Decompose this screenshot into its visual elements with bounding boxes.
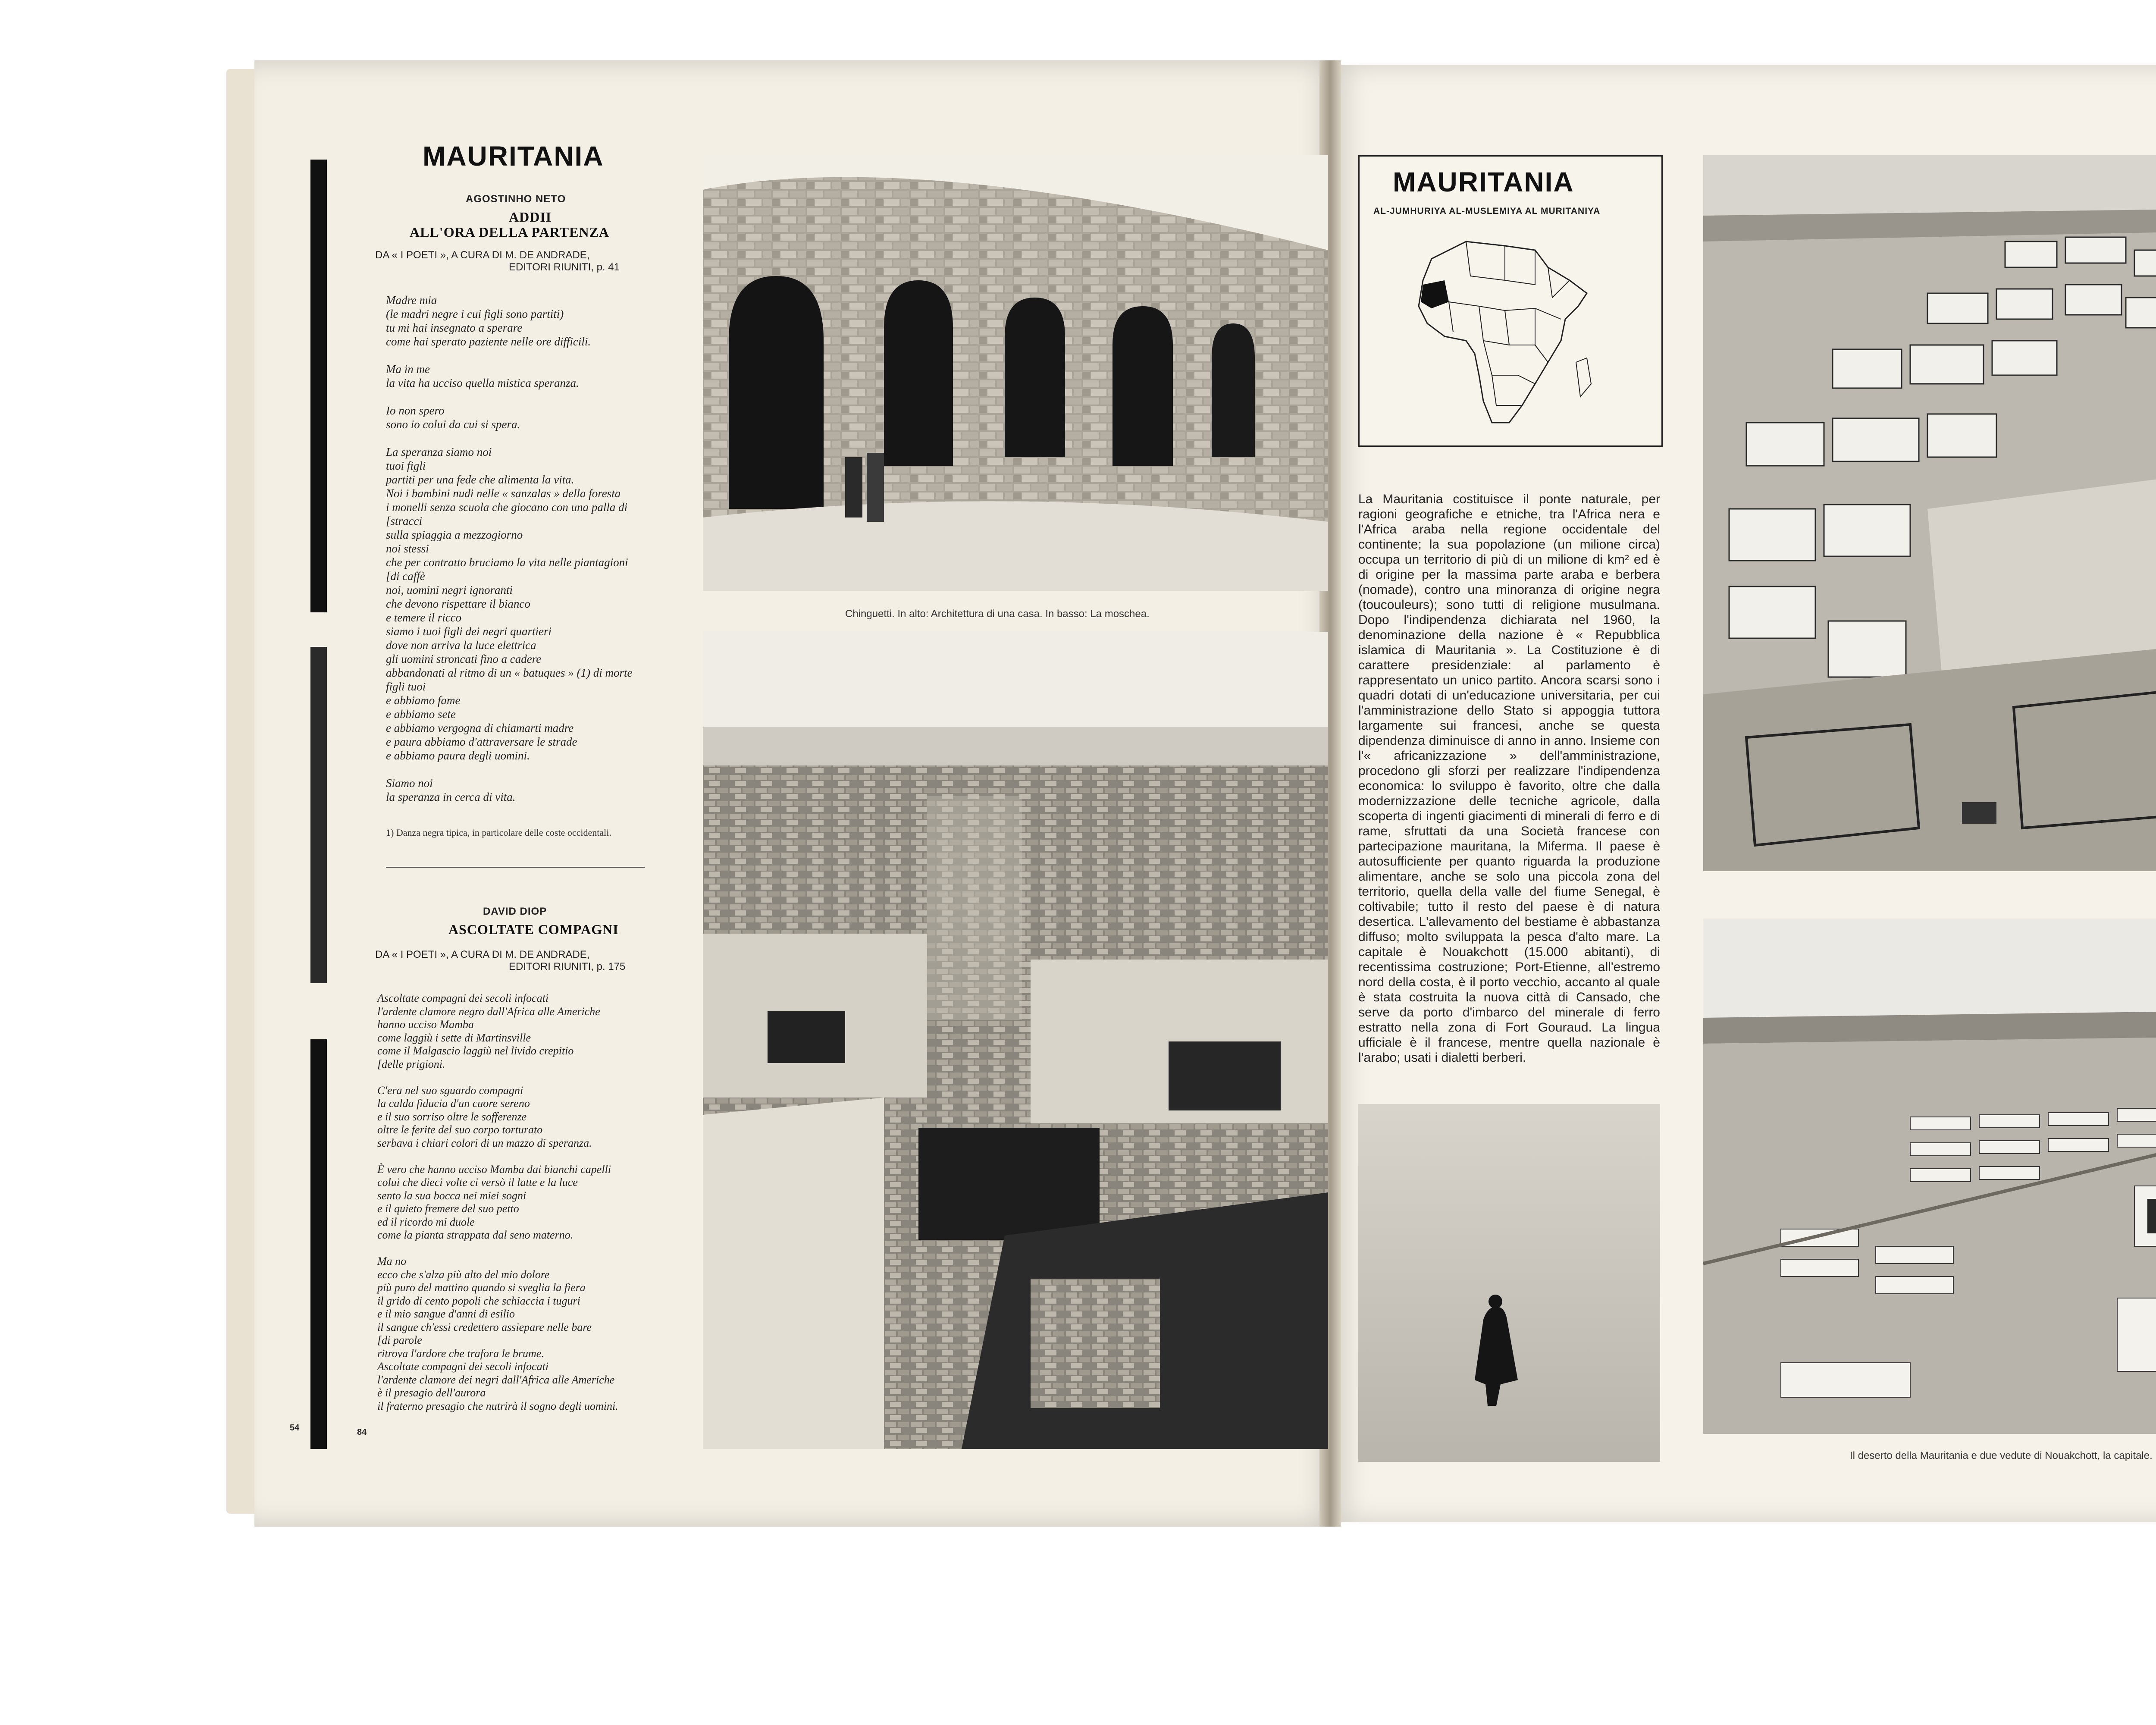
edge-strip-middle bbox=[310, 647, 327, 983]
right-page-title: MAURITANIA bbox=[1393, 166, 1574, 198]
photo-chinguetti-mosque bbox=[703, 632, 1328, 1449]
left-photo-caption: Chinguetti. In alto: Architettura di una casa. In basso: La moschea. bbox=[845, 608, 1150, 620]
poem1-author: AGOSTINHO NETO bbox=[466, 193, 566, 205]
poem2-source-line2: EDITORI RIUNITI, p. 175 bbox=[509, 961, 626, 972]
edge-page-number: 54 bbox=[290, 1423, 300, 1433]
poem2-title: ASCOLTATE COMPAGNI bbox=[448, 922, 619, 937]
left-page-title: MAURITANIA bbox=[423, 141, 604, 172]
poem1-text: Madre mia (le madri negre i cui figli sono partiti) tu mi hai insegnato a sperare come hai sperato paziente nelle ore difficili. Ma in me la vita ha ucciso quella mistica speranza. Io non spero sono io colui da cui si spera. La speranza siamo noi tuoi figli partiti per una fede che alimenta la vita. Noi i bambini nudi nelle « sanzalas » della foresta i monelli senza scuola che giocano con una palla di [stracci sulla spiaggia a mezzogiorno noi stessi che per contratto bruciamo la vita nelle piantagioni [di caffè noi, uomini negri ignoranti che devono rispettare il bianco e temere il ricco siamo i tuoi figli dei negri quartieri dove non arriva la luce elettrica gli uomini stroncati fino a cadere abbandonati al ritmo di un « batuques » (1) di morte figli tuoi e abbiamo fame e abbiamo sete e abbiamo vergogna di chiamarti madre e paura abbiamo d'attraversare le strade e abbiamo paura degli uomini. Siamo noi la speranza in cerca di vita. bbox=[386, 294, 633, 803]
edge-strip-top bbox=[310, 160, 327, 612]
poem1-title-line2: ALL'ORA DELLA PARTENZA bbox=[410, 224, 610, 240]
left-page-number: 84 bbox=[357, 1427, 367, 1437]
poem2-source-line1: DA « I POETI », A CURA DI M. DE ANDRADE, bbox=[375, 949, 590, 960]
africa-map bbox=[1406, 233, 1621, 431]
photo-chinguetti-house bbox=[703, 155, 1328, 591]
right-page-subtitle: AL-JUMHURIYA AL-MUSLEMIYA AL MURITANIYA bbox=[1373, 206, 1601, 216]
poem1-source-line2: EDITORI RIUNITI, p. 41 bbox=[509, 261, 620, 273]
photo-nouakchott-aerial-1 bbox=[1703, 155, 2156, 871]
poem2-text: Ascoltate compagni dei secoli infocati l'ardente clamore negro dall'Africa alle Americhe hanno ucciso Mamba come laggiù i sette di Martinsville come il Malgascio laggiù nel livido crepitio [delle prigioni. C'era nel suo sguardo compagni la calda fiducia d'un cuore sereno e il suo sorriso oltre le sofferenze oltre le ferite del suo corpo torturato serbava i chiari colori di un mazzo di speranza. È vero che hanno ucciso Mamba dai bianchi capelli colui che dieci volte ci versò il latte e la luce sento la sua bocca nei miei sogni e il quieto fremere del suo petto ed il ricordo mi duole come la pianta strappata dal seno materno. Ma no ecco che s'alza più alto del mio dolore più puro del mattino quando si sveglia la fiera il grido di cento popoli che schiaccia i tuguri e il mio sangue d'anni di esilio il sangue ch'essi credettero assiepare nelle bare [di parole ritrova l'ardore che trafora le brume. Ascoltate compagni dei secoli infocati l'ardente clamore dei negri dall'Africa alle Americhe è il presagio dell'aurora il fraterno presagio che nutrirà il sogno degli uomini. bbox=[377, 992, 618, 1412]
photo-desert-figure bbox=[1358, 1104, 1660, 1462]
right-page-body: La Mauritania costituisce il ponte naturale, per ragioni geografiche e etniche, tra l'Africa nera e l'Africa araba nella regione occidentale del continente; la sua popolazione (un milione circa) occupa un territorio di più di un milione di km² ed è di origine per la massima parte araba e berbera (nomade), contro una minoranza di origine negra (toucouleurs); sono tutti di religione musulmana. Dopo l'indipendenza dichiarata nel 1960, la denominazione della nazione è « Repubblica islamica di Mauritania ». La Costituzione è di carattere presidenziale: al parlamento è rappresentato un unico partito. Ancora scarsi sono i quadri dotati di un'educazione universitaria, per cui l'amministrazione dello Stato si appoggia tuttora largamente sui francesi, anche se questa dipendenza diminuisce di anno in anno. Insieme con l'« africanizzazione » dell'amministrazione, procedono gli sforzi per realizzare l'indipendenza economica: lo sviluppo è favorito, oltre che dalla modernizzazione delle tecniche agricole, dalla scoperta di ingenti giacimenti di minerali di ferro e di rame, sfruttati da una Società francese con partecipazione mauritana, la Miferma. Il paese è autosufficiente per quanto riguarda la produzione alimentare, anche se solo una piccola zona del territorio, quella della valle del fiume Senegal, è coltivabile; tutto il resto del paese è di natura desertica. L'allevamento del bestiame è abbastanza diffuso; molto sviluppata la pesca d'alto mare. La capitale è Nouakchott (15.000 abitanti), di recentissima costruzione; Port-Etienne, all'estremo nord della costa, è il porto vecchio, accanto al quale è stata costruita la nuova città di Cansado, che serve da porto d'imbarco del minerale di ferro estratto nella zona di Fort Gouraud. La lingua ufficiale è il francese, mentre quella nazionale è l'arabo; usati i dialetti berberi. bbox=[1358, 492, 1660, 1065]
edge-strip-bottom bbox=[310, 1039, 327, 1449]
photo-nouakchott-aerial-2 bbox=[1703, 919, 2156, 1434]
poem1-source-line1: DA « I POETI », A CURA DI M. DE ANDRADE, bbox=[375, 249, 590, 261]
right-photo-caption: Il deserto della Mauritania e due vedute di Nouakchott, la capitale. bbox=[1850, 1450, 2153, 1462]
poem1-title-line1: ADDII bbox=[509, 209, 552, 225]
poem2-author: DAVID DIOP bbox=[483, 906, 547, 917]
section-divider bbox=[386, 867, 645, 868]
poem1-footnote: 1) Danza negra tipica, in particolare delle coste occidentali. bbox=[386, 827, 611, 838]
